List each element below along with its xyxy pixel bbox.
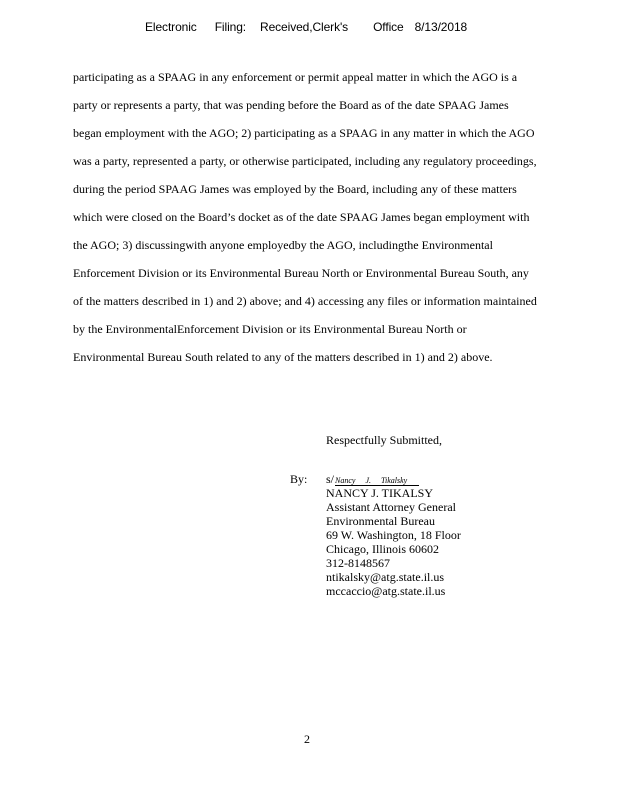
body-line: Environmental Bureau South related to any of the matters described in 1) and 2) above. [73,350,493,364]
header-electronic: Electronic [145,20,197,34]
body-line: of the matters described in 1) and 2) above; and 4) accessing any files or information maintained [73,294,537,308]
signer-phone: 312-8148567 [326,556,390,570]
by-label: By: [290,472,308,486]
signer-email-1: ntikalsky@atg.state.il.us [326,570,445,584]
signature-block [326,486,461,598]
header-date: 8/13/2018 [414,20,468,34]
signature-line [326,472,419,487]
body-line: during the period SPAAG James was employed by the Board, including any of these matters [73,182,517,196]
body-paragraph [73,63,573,371]
body-line: by the EnvironmentalEnforcement Division or its Environmental Bureau North or [73,322,467,336]
page-number: 2 [304,732,310,746]
header-received: Received,Clerk's [260,20,349,34]
body-line: which were closed on the Board’s docket as of the date SPAAG James began employment with [73,210,530,224]
signer-title: Assistant Attorney General [326,500,456,514]
body-line: Enforcement Division or its Environmental Bureau North or Environmental Bureau South, any [73,266,529,280]
signer-email-2: mccaccio@atg.state.il.us [326,584,446,598]
signer-bureau: Environmental Bureau [326,514,435,528]
signature-prefix: s/ [326,472,335,486]
signer-name: NANCY J. TIKALSY [326,486,434,500]
body-line: began employment with the AGO; 2) participating as a SPAAG in any matter in which the AGO [73,126,535,140]
body-line: the AGO; 3) discussingwith anyone employedby the AGO, includingthe Environmental [73,238,493,252]
signer-city: Chicago, Illinois 60602 [326,542,439,556]
filing-header [145,20,467,34]
header-filing: Filing: [214,20,247,34]
body-line: was a party, represented a party, or otherwise participated, including any regulatory proceedings, [73,154,537,168]
body-line: participating as a SPAAG in any enforcement or permit appeal matter in which the AGO is a [73,70,518,84]
signature-name: Nancy J. Tikalsky [335,476,419,486]
body-line: party or represents a party, that was pending before the Board as of the date SPAAG James [73,98,509,112]
header-office: Office [373,20,404,34]
closing-text: Respectfully Submitted, [326,433,442,447]
signer-address: 69 W. Washington, 18 Floor [326,528,461,542]
